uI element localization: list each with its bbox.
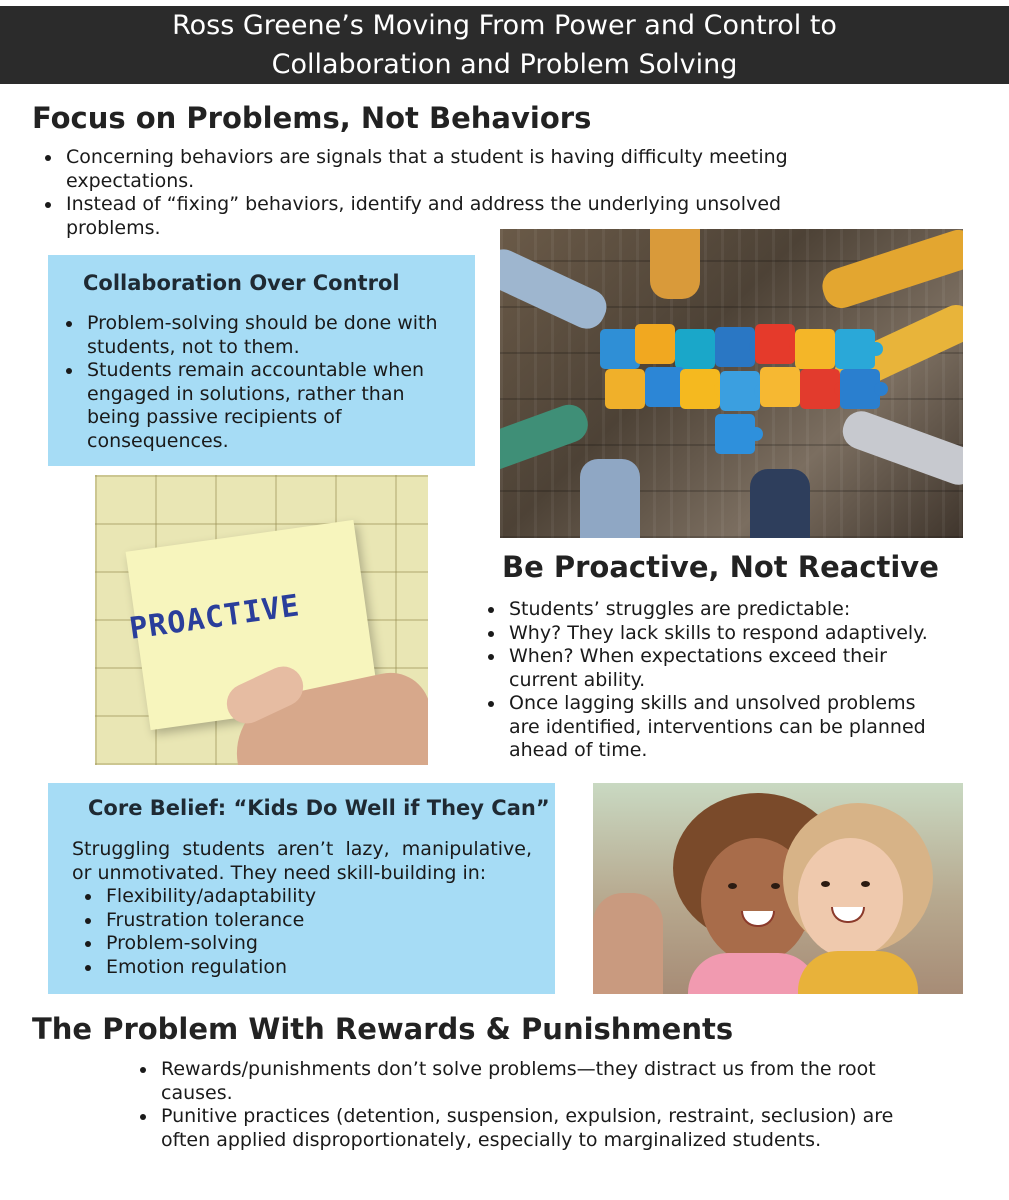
- core-belief-heading: Core Belief: “Kids Do Well if They Can”: [88, 796, 550, 820]
- rewards-bullet-2: Punitive practices (detention, suspension, expulsion, restraint, seclusion) are often applied disproportionately, especially to marginalized students.: [161, 1105, 936, 1152]
- core-belief-bullet-2: Frustration tolerance: [106, 909, 526, 933]
- focus-bullet-2: Instead of “fixing” behaviors, identify and address the underlying unsolved problems.: [66, 193, 826, 240]
- collaboration-bullet-1: Problem-solving should be done with students, not to them.: [87, 312, 462, 359]
- collaboration-bullet-2: Students remain accountable when engaged in solutions, rather than being passive recipients of consequences.: [87, 359, 462, 453]
- collaboration-list: [87, 312, 462, 453]
- proactive-heading: Be Proactive, Not Reactive: [502, 550, 939, 584]
- rewards-bullet-1: Rewards/punishments don’t solve problems—they distract us from the root causes.: [161, 1058, 936, 1105]
- smiling-children-photo: [593, 783, 963, 994]
- puzzle-hands-photo: [500, 229, 963, 538]
- title-line-1: Ross Greene’s Moving From Power and Control to: [172, 10, 837, 41]
- core-belief-bullet-1: Flexibility/adaptability: [106, 885, 526, 909]
- collaboration-box: [48, 255, 475, 466]
- proactive-bullet-1: Students’ struggles are predictable:: [509, 598, 949, 622]
- focus-heading: Focus on Problems, Not Behaviors: [32, 101, 592, 135]
- core-belief-bullet-4: Emotion regulation: [106, 956, 526, 980]
- proactive-bullet-2: Why? They lack skills to respond adaptively.: [509, 622, 949, 646]
- collaboration-heading: Collaboration Over Control: [83, 271, 400, 295]
- core-belief-list: [106, 885, 526, 979]
- title-banner: [0, 6, 1009, 84]
- focus-list: [66, 146, 826, 240]
- core-belief-bullet-3: Problem-solving: [106, 932, 526, 956]
- rewards-list: [161, 1058, 936, 1152]
- title-line-2: Collaboration and Problem Solving: [271, 49, 738, 80]
- sticky-note-photo: [95, 475, 428, 765]
- proactive-list: [509, 598, 949, 763]
- proactive-bullet-4: Once lagging skills and unsolved problems are identified, interventions can be planned ahead of time.: [509, 692, 949, 763]
- core-belief-intro: Struggling students aren’t lazy, manipulative, or unmotivated. They need skill-building in:: [72, 838, 532, 884]
- proactive-bullet-3: When? When expectations exceed their current ability.: [509, 645, 949, 692]
- core-belief-box: [48, 783, 555, 994]
- focus-bullet-1: Concerning behaviors are signals that a student is having difficulty meeting expectations.: [66, 146, 826, 193]
- rewards-heading: The Problem With Rewards & Punishments: [32, 1012, 734, 1046]
- sticky-note-text: PROACTIVE: [127, 588, 303, 647]
